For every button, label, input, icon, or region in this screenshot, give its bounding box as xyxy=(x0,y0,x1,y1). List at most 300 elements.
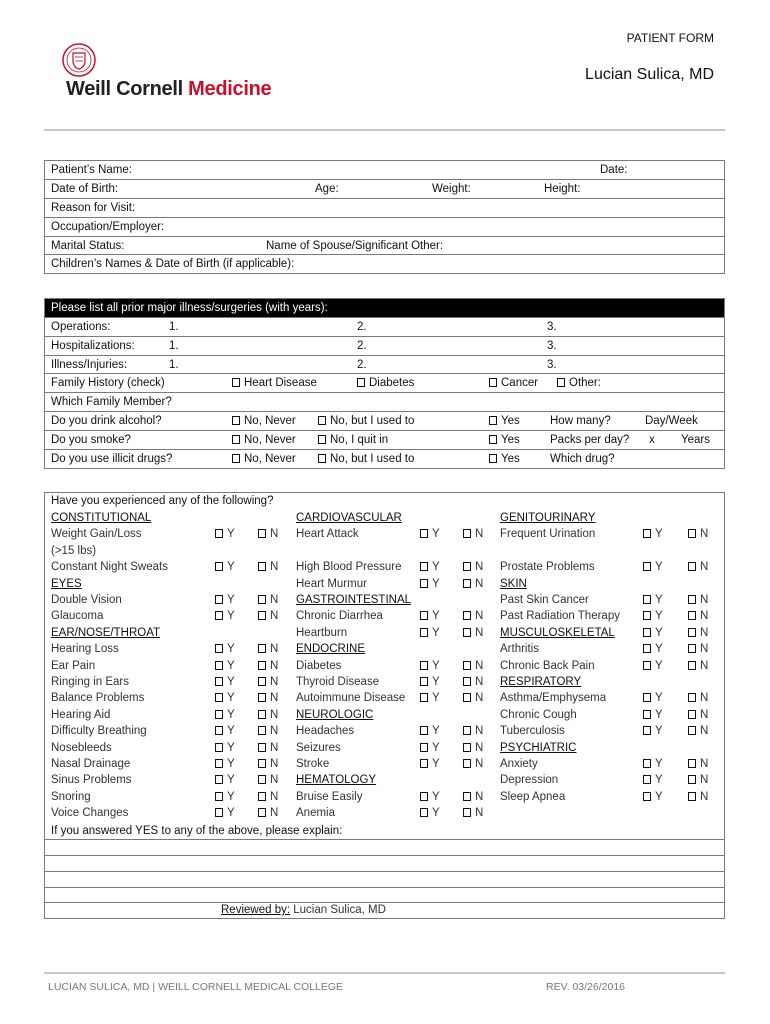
no-option[interactable] xyxy=(258,805,278,821)
yes-option[interactable] xyxy=(643,756,663,772)
checkbox-icon[interactable] xyxy=(232,378,240,387)
no-option[interactable] xyxy=(688,625,708,641)
checkbox-icon[interactable] xyxy=(463,628,471,637)
checkbox-icon[interactable] xyxy=(232,416,240,425)
smoke-question: Do you smoke? xyxy=(51,433,131,446)
no-option[interactable] xyxy=(463,723,483,739)
checkbox-icon[interactable] xyxy=(420,579,428,588)
yes-option[interactable] xyxy=(215,641,235,657)
checkbox-icon[interactable] xyxy=(688,595,696,604)
checkbox-icon[interactable] xyxy=(420,743,428,752)
checkbox-icon[interactable] xyxy=(420,792,428,801)
checkbox-icon[interactable] xyxy=(318,454,326,463)
symptom-label: Balance Problems xyxy=(51,692,145,705)
hospitalizations-n1: 1. xyxy=(169,339,179,352)
checkbox-icon[interactable] xyxy=(688,775,696,784)
checkbox-icon[interactable] xyxy=(489,378,497,387)
option-letter: Y xyxy=(432,758,440,770)
checkbox-icon[interactable] xyxy=(215,661,223,670)
checkbox-icon[interactable] xyxy=(420,661,428,670)
yes-option[interactable] xyxy=(643,772,663,788)
option-text: No, Never xyxy=(244,452,296,465)
checkbox-icon[interactable] xyxy=(463,562,471,571)
symptom-label: Weight Gain/Loss xyxy=(51,528,142,541)
symptom-label: Chronic Diarrhea xyxy=(296,610,383,623)
checkbox-icon[interactable] xyxy=(463,808,471,817)
family-member-field[interactable] xyxy=(45,393,725,412)
option-letter: Y xyxy=(432,561,440,574)
drugs-used-to[interactable] xyxy=(318,450,414,468)
yes-option[interactable] xyxy=(643,707,663,723)
option-letter: N xyxy=(475,561,484,574)
patient-name-label: Patient’s Name: xyxy=(51,164,132,176)
checkbox-icon[interactable] xyxy=(463,759,471,768)
checkbox-icon[interactable] xyxy=(258,743,266,752)
illness-n1: 1. xyxy=(169,358,179,371)
yes-option[interactable] xyxy=(420,608,440,624)
option-letter: Y xyxy=(432,807,440,820)
no-option[interactable] xyxy=(258,756,278,772)
option-letter: N xyxy=(700,626,709,639)
occupation-label: Occupation/Employer: xyxy=(51,220,165,233)
marital-field[interactable] xyxy=(45,236,725,255)
checkbox-icon[interactable] xyxy=(215,677,223,686)
no-option[interactable] xyxy=(258,526,278,542)
yes-option[interactable] xyxy=(420,740,440,756)
how-many-label: How many? xyxy=(550,415,611,428)
no-option[interactable] xyxy=(688,526,708,542)
checkbox-icon[interactable] xyxy=(643,644,651,653)
yes-option[interactable] xyxy=(643,658,663,674)
illness-label: Illness/Injuries: xyxy=(51,358,128,371)
option-letter: Y xyxy=(227,692,235,705)
review-question: Have you experienced any of the following? xyxy=(51,495,274,507)
checkbox-icon[interactable] xyxy=(420,677,428,686)
checkbox-icon[interactable] xyxy=(688,759,696,768)
no-option[interactable] xyxy=(258,674,278,690)
checkbox-icon[interactable] xyxy=(420,759,428,768)
alcohol-used-to[interactable] xyxy=(318,412,414,430)
checkbox-icon[interactable] xyxy=(643,661,651,670)
occupation-field[interactable] xyxy=(45,217,725,236)
no-option[interactable] xyxy=(688,723,708,739)
checkbox-icon[interactable] xyxy=(215,644,223,653)
checkbox-icon[interactable] xyxy=(258,710,266,719)
checkbox-icon[interactable] xyxy=(215,743,223,752)
yes-option[interactable] xyxy=(215,740,235,756)
option-letter: N xyxy=(270,561,279,574)
history-header: Please list all prior major illness/surgeries (with years): xyxy=(45,299,725,318)
no-option[interactable] xyxy=(258,559,278,575)
other-text: Other: xyxy=(569,377,601,390)
operations-n2: 2. xyxy=(357,321,367,333)
no-option[interactable] xyxy=(463,805,483,821)
option-letter: N xyxy=(270,758,279,770)
symptom-label: Double Vision xyxy=(51,594,122,606)
checkbox-icon[interactable] xyxy=(215,693,223,702)
checkbox-icon[interactable] xyxy=(463,677,471,686)
option-letter: N xyxy=(270,790,279,803)
option-letter: N xyxy=(700,774,709,787)
no-option[interactable] xyxy=(688,756,708,772)
checkbox-icon[interactable] xyxy=(357,378,365,387)
symptom-label: Sinus Problems xyxy=(51,774,132,787)
option-text: Yes xyxy=(501,433,520,446)
smoke-no-never[interactable] xyxy=(232,431,296,449)
operations-label: Operations: xyxy=(51,321,111,333)
yes-option[interactable] xyxy=(420,756,440,772)
checkbox-icon[interactable] xyxy=(688,562,696,571)
yes-option[interactable] xyxy=(643,723,663,739)
option-letter: Y xyxy=(227,659,235,672)
symptom-label: Ringing in Ears xyxy=(51,676,129,688)
option-letter: N xyxy=(475,528,484,541)
other-option[interactable] xyxy=(557,374,601,392)
option-letter: Y xyxy=(227,643,235,656)
checkbox-icon[interactable] xyxy=(463,726,471,735)
checkbox-icon[interactable] xyxy=(643,562,651,571)
yes-option[interactable] xyxy=(215,592,235,608)
no-option[interactable] xyxy=(258,608,278,624)
review-of-systems-box xyxy=(44,492,725,919)
option-letter: N xyxy=(270,692,279,705)
no-option[interactable] xyxy=(688,772,708,788)
option-letter: N xyxy=(270,807,279,820)
option-letter: N xyxy=(270,741,279,754)
yes-option[interactable] xyxy=(420,658,440,674)
yes-option[interactable] xyxy=(215,608,235,624)
checkbox-icon[interactable] xyxy=(643,693,651,702)
no-option[interactable] xyxy=(463,658,483,674)
operations-row[interactable] xyxy=(45,318,725,337)
illness-row[interactable] xyxy=(45,355,725,374)
alcohol-yes[interactable] xyxy=(489,412,520,430)
checkbox-icon[interactable] xyxy=(215,595,223,604)
option-text: No, but I used to xyxy=(330,415,415,428)
checkbox-icon[interactable] xyxy=(463,579,471,588)
section-heading: GENITOURINARY xyxy=(500,512,596,524)
yes-option[interactable] xyxy=(215,674,235,690)
yes-option[interactable] xyxy=(643,690,663,706)
option-letter: Y xyxy=(655,528,663,541)
yes-option[interactable] xyxy=(215,756,235,772)
checkbox-icon[interactable] xyxy=(643,710,651,719)
checkbox-icon[interactable] xyxy=(643,726,651,735)
yes-option[interactable] xyxy=(215,805,235,821)
checkbox-icon[interactable] xyxy=(258,562,266,571)
history-table xyxy=(44,298,725,469)
checkbox-icon[interactable] xyxy=(463,693,471,702)
checkbox-icon[interactable] xyxy=(318,416,326,425)
option-letter: N xyxy=(700,528,709,541)
illness-n3: 3. xyxy=(547,358,557,371)
yes-option[interactable] xyxy=(420,526,440,542)
footer-divider xyxy=(44,972,725,974)
yes-option[interactable] xyxy=(215,723,235,739)
yes-option[interactable] xyxy=(215,559,235,575)
checkbox-icon[interactable] xyxy=(215,808,223,817)
checkbox-icon[interactable] xyxy=(643,595,651,604)
symptom-label: Heart Attack xyxy=(296,528,359,541)
checkbox-icon[interactable] xyxy=(688,726,696,735)
illness-n2: 2. xyxy=(357,358,367,371)
section-heading: GASTROINTESTINAL xyxy=(296,594,412,606)
checkbox-icon[interactable] xyxy=(463,743,471,752)
option-letter: Y xyxy=(227,594,235,606)
diabetes-option[interactable] xyxy=(357,374,414,392)
symptom-label: Anxiety xyxy=(500,758,538,770)
no-option[interactable] xyxy=(258,789,278,805)
yes-option[interactable] xyxy=(420,789,440,805)
checkbox-icon[interactable] xyxy=(215,562,223,571)
checkbox-icon[interactable] xyxy=(258,677,266,686)
checkbox-icon[interactable] xyxy=(318,435,326,444)
no-option[interactable] xyxy=(688,592,708,608)
reason-field[interactable] xyxy=(45,198,725,217)
no-option[interactable] xyxy=(258,641,278,657)
section-heading: NEUROLOGIC xyxy=(296,708,374,721)
yes-option[interactable] xyxy=(643,559,663,575)
no-option[interactable] xyxy=(463,690,483,706)
symptom-label: Nasal Drainage xyxy=(51,758,131,770)
symptom-label: Depression xyxy=(500,774,559,787)
yes-option[interactable] xyxy=(215,772,235,788)
no-option[interactable] xyxy=(463,740,483,756)
option-letter: Y xyxy=(655,643,663,656)
checkbox-icon[interactable] xyxy=(258,595,266,604)
no-option[interactable] xyxy=(463,625,483,641)
no-option[interactable] xyxy=(463,559,483,575)
no-option[interactable] xyxy=(463,608,483,624)
yes-option[interactable] xyxy=(215,526,235,542)
checkbox-icon[interactable] xyxy=(258,726,266,735)
symptom-label: Asthma/Emphysema xyxy=(500,692,607,705)
years-label: Years xyxy=(681,433,710,446)
section-heading: HEMATOLOGY xyxy=(296,774,377,787)
yes-option[interactable] xyxy=(420,559,440,575)
no-option[interactable] xyxy=(463,789,483,805)
checkbox-icon[interactable] xyxy=(688,628,696,637)
symptom-label: Diabetes xyxy=(296,659,342,672)
option-letter: N xyxy=(700,610,709,623)
checkbox-icon[interactable] xyxy=(215,710,223,719)
yes-option[interactable] xyxy=(420,674,440,690)
yes-option[interactable] xyxy=(643,608,663,624)
no-option[interactable] xyxy=(688,658,708,674)
checkbox-icon[interactable] xyxy=(420,562,428,571)
no-option[interactable] xyxy=(463,576,483,592)
no-option[interactable] xyxy=(688,641,708,657)
no-option[interactable] xyxy=(258,772,278,788)
yes-option[interactable] xyxy=(643,789,663,805)
checkbox-icon[interactable] xyxy=(258,644,266,653)
no-option[interactable] xyxy=(258,707,278,723)
checkbox-icon[interactable] xyxy=(215,611,223,620)
symptom-label: Past Radiation Therapy xyxy=(500,610,620,623)
checkbox-icon[interactable] xyxy=(258,792,266,801)
doctor-name: Lucian Sulica, MD xyxy=(585,66,714,83)
yes-option[interactable] xyxy=(215,690,235,706)
checkbox-icon[interactable] xyxy=(463,529,471,538)
no-option[interactable] xyxy=(688,559,708,575)
checkbox-icon[interactable] xyxy=(688,710,696,719)
alcohol-no-never[interactable] xyxy=(232,412,296,430)
option-letter: N xyxy=(700,561,709,574)
yes-option[interactable] xyxy=(420,723,440,739)
checkbox-icon[interactable] xyxy=(420,808,428,817)
heart-disease-option[interactable] xyxy=(232,374,317,392)
checkbox-icon[interactable] xyxy=(643,775,651,784)
option-letter: N xyxy=(475,741,484,754)
no-option[interactable] xyxy=(688,608,708,624)
checkbox-icon[interactable] xyxy=(643,628,651,637)
day-week-label: Day/Week xyxy=(645,415,698,428)
no-option[interactable] xyxy=(258,740,278,756)
no-option[interactable] xyxy=(258,592,278,608)
checkbox-icon[interactable] xyxy=(232,435,240,444)
explain-line-1[interactable] xyxy=(45,839,724,856)
checkbox-icon[interactable] xyxy=(643,759,651,768)
diabetes-text: Diabetes xyxy=(369,377,415,390)
symptom-label: Constant Night Sweats xyxy=(51,561,168,574)
checkbox-icon[interactable] xyxy=(643,792,651,801)
children-field[interactable] xyxy=(45,255,725,274)
checkbox-icon[interactable] xyxy=(688,529,696,538)
symptom-label: Arthritis xyxy=(500,643,539,656)
checkbox-icon[interactable] xyxy=(420,611,428,620)
symptom-label: Thyroid Disease xyxy=(296,676,380,688)
university-seal-icon xyxy=(62,42,96,78)
checkbox-icon[interactable] xyxy=(557,378,565,387)
checkbox-icon[interactable] xyxy=(643,611,651,620)
yes-option[interactable] xyxy=(420,625,440,641)
symptom-label: Snoring xyxy=(51,790,91,803)
checkbox-icon[interactable] xyxy=(688,661,696,670)
checkbox-icon[interactable] xyxy=(688,693,696,702)
symptom-label: Chronic Back Pain xyxy=(500,659,595,672)
explain-line-4[interactable] xyxy=(45,887,724,901)
checkbox-icon[interactable] xyxy=(215,775,223,784)
checkbox-icon[interactable] xyxy=(688,644,696,653)
yes-option[interactable] xyxy=(643,526,663,542)
checkbox-icon[interactable] xyxy=(489,435,497,444)
drugs-no-never[interactable] xyxy=(232,450,296,468)
no-option[interactable] xyxy=(258,723,278,739)
family-history-label: Family History (check) xyxy=(51,377,165,390)
checkbox-icon[interactable] xyxy=(258,693,266,702)
yes-option[interactable] xyxy=(643,592,663,608)
yes-option[interactable] xyxy=(420,690,440,706)
option-text: No, I quit in xyxy=(330,433,389,446)
alcohol-question: Do you drink alcohol? xyxy=(51,415,162,428)
option-letter: N xyxy=(270,659,279,672)
option-letter: Y xyxy=(432,741,440,754)
checkbox-icon[interactable] xyxy=(643,529,651,538)
no-option[interactable] xyxy=(463,756,483,772)
yes-option[interactable] xyxy=(420,576,440,592)
checkbox-icon[interactable] xyxy=(258,661,266,670)
checkbox-icon[interactable] xyxy=(258,808,266,817)
option-letter: N xyxy=(475,610,484,623)
option-text: No, but I used to xyxy=(330,452,415,465)
checkbox-icon[interactable] xyxy=(215,726,223,735)
footer-revision: REV. 03/26/2016 xyxy=(546,981,626,993)
patient-name-field[interactable] xyxy=(45,161,725,180)
checkbox-icon[interactable] xyxy=(215,759,223,768)
operations-n3: 3. xyxy=(547,321,557,333)
yes-option[interactable] xyxy=(420,805,440,821)
no-option[interactable] xyxy=(463,674,483,690)
symptom-label: Heart Murmur xyxy=(296,577,367,590)
checkbox-icon[interactable] xyxy=(258,759,266,768)
option-letter: Y xyxy=(655,725,663,738)
drugs-yes[interactable] xyxy=(489,450,520,468)
option-letter: Y xyxy=(227,790,235,803)
no-option[interactable] xyxy=(258,690,278,706)
checkbox-icon[interactable] xyxy=(258,775,266,784)
no-option[interactable] xyxy=(258,658,278,674)
checkbox-icon[interactable] xyxy=(420,628,428,637)
option-letter: Y xyxy=(432,790,440,803)
no-option[interactable] xyxy=(688,707,708,723)
no-option[interactable] xyxy=(463,526,483,542)
hospitalizations-row[interactable] xyxy=(45,336,725,355)
option-letter: Y xyxy=(227,561,235,574)
explain-line-3[interactable] xyxy=(45,871,724,888)
checkbox-icon[interactable] xyxy=(258,529,266,538)
checkbox-icon[interactable] xyxy=(215,792,223,801)
yes-option[interactable] xyxy=(643,641,663,657)
option-letter: Y xyxy=(655,594,663,606)
section-heading: EYES xyxy=(51,577,82,590)
checkbox-icon[interactable] xyxy=(463,611,471,620)
dob-field[interactable] xyxy=(45,179,725,198)
no-option[interactable] xyxy=(688,690,708,706)
checkbox-icon[interactable] xyxy=(232,454,240,463)
option-letter: Y xyxy=(227,610,235,623)
option-letter: Y xyxy=(432,610,440,623)
symptom-label: Heartburn xyxy=(296,626,348,639)
yes-option[interactable] xyxy=(215,658,235,674)
symptom-label: High Blood Pressure xyxy=(296,561,402,574)
yes-option[interactable] xyxy=(215,707,235,723)
checkbox-icon[interactable] xyxy=(688,792,696,801)
checkbox-icon[interactable] xyxy=(489,416,497,425)
reason-label: Reason for Visit: xyxy=(51,201,136,214)
cancer-option[interactable] xyxy=(489,374,538,392)
checkbox-icon[interactable] xyxy=(420,693,428,702)
symptom-label: Hearing Loss xyxy=(51,643,119,656)
yes-option[interactable] xyxy=(215,789,235,805)
yes-option[interactable] xyxy=(643,625,663,641)
checkbox-icon[interactable] xyxy=(215,529,223,538)
checkbox-icon[interactable] xyxy=(688,611,696,620)
symptom-label: Seizures xyxy=(296,741,341,754)
checkbox-icon[interactable] xyxy=(420,529,428,538)
checkbox-icon[interactable] xyxy=(463,661,471,670)
checkbox-icon[interactable] xyxy=(258,611,266,620)
reviewed-by-label: Reviewed by: xyxy=(221,904,291,916)
checkbox-icon[interactable] xyxy=(489,454,497,463)
option-letter: Y xyxy=(655,774,663,787)
hospitalizations-n3: 3. xyxy=(547,339,557,352)
checkbox-icon[interactable] xyxy=(420,726,428,735)
explain-line-2[interactable] xyxy=(45,855,724,872)
checkbox-icon[interactable] xyxy=(463,792,471,801)
smoke-quit[interactable] xyxy=(318,431,388,449)
no-option[interactable] xyxy=(688,789,708,805)
smoke-yes[interactable] xyxy=(489,431,520,449)
